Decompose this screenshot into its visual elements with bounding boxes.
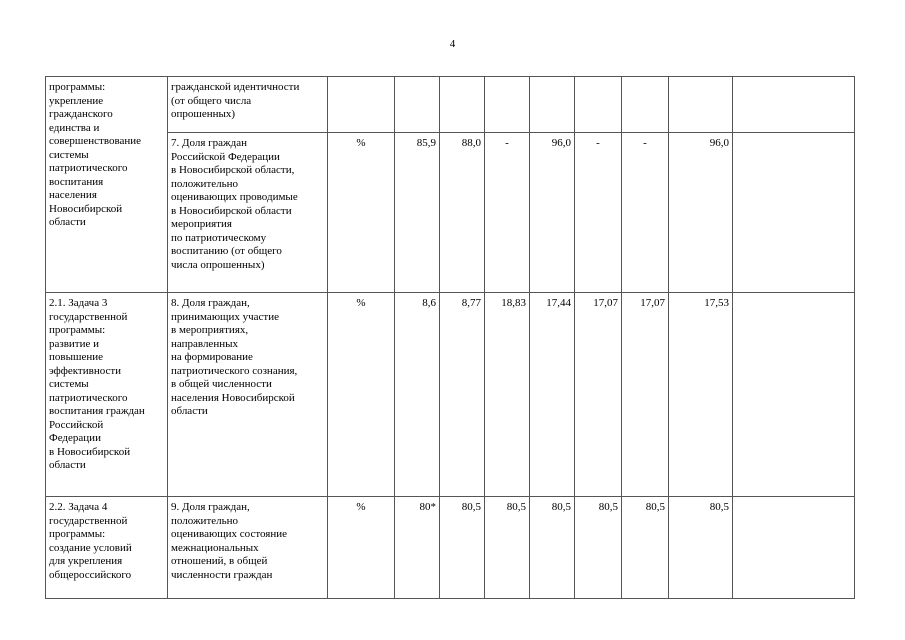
value-cell (622, 77, 669, 133)
indicators-table (45, 76, 855, 599)
value-cell: 17,53 (669, 293, 733, 497)
indicator-cell: гражданской идентичности (от общего числа опрошенных) (168, 77, 328, 133)
table-row (46, 497, 855, 599)
value-cell: 88,0 (440, 133, 485, 293)
value-cell: - (575, 133, 622, 293)
unit-cell: % (328, 133, 395, 293)
value-cell (530, 77, 575, 133)
indicator-cell: 8. Доля граждан, принимающих участие в мероприятиях, направленных на формирование патриотического сознания, в общей численности населения Новосибирской области (168, 293, 328, 497)
table-row (46, 133, 855, 293)
value-cell (575, 77, 622, 133)
page-number: 4 (449, 38, 456, 50)
empty-cell (733, 497, 855, 599)
value-cell (440, 77, 485, 133)
value-cell (395, 77, 440, 133)
value-cell: 85,9 (395, 133, 440, 293)
value-cell: 18,83 (485, 293, 530, 497)
empty-cell (733, 133, 855, 293)
unit-cell: % (328, 497, 395, 599)
value-cell (669, 77, 733, 133)
value-cell: 17,44 (530, 293, 575, 497)
value-cell: 80,5 (440, 497, 485, 599)
value-cell: 80,5 (669, 497, 733, 599)
indicator-cell: 9. Доля граждан, положительно оценивающих состояние межнациональных отношений, в общей численности граждан (168, 497, 328, 599)
empty-cell (733, 293, 855, 497)
task-cell: программы: укрепление гражданского единства и совершенствование системы патриотического воспитания населения Новосибирской области (46, 77, 168, 293)
unit-cell: % (328, 293, 395, 497)
value-cell: - (622, 133, 669, 293)
value-cell: 80* (395, 497, 440, 599)
value-cell: - (485, 133, 530, 293)
value-cell: 8,77 (440, 293, 485, 497)
value-cell: 17,07 (575, 293, 622, 497)
table-row (46, 77, 855, 133)
value-cell: 80,5 (530, 497, 575, 599)
task-cell: 2.1. Задача 3 государственной программы: развитие и повышение эффективности системы патриотического воспитания граждан Российской Федерации в Новосибирской области (46, 293, 168, 497)
empty-cell (733, 77, 855, 133)
value-cell: 80,5 (622, 497, 669, 599)
value-cell: 8,6 (395, 293, 440, 497)
unit-cell (328, 77, 395, 133)
value-cell: 80,5 (485, 497, 530, 599)
value-cell (485, 77, 530, 133)
task-cell: 2.2. Задача 4 государственной программы: создание условий для укрепления общероссийского (46, 497, 168, 599)
table-row (46, 293, 855, 497)
value-cell: 17,07 (622, 293, 669, 497)
value-cell: 96,0 (669, 133, 733, 293)
indicator-cell: 7. Доля граждан Российской Федерации в Новосибирской области, положительно оценивающих проводимые в Новосибирской области мероприятия по патриотическому воспитанию (от общего числа опрошенных) (168, 133, 328, 293)
value-cell: 96,0 (530, 133, 575, 293)
value-cell: 80,5 (575, 497, 622, 599)
